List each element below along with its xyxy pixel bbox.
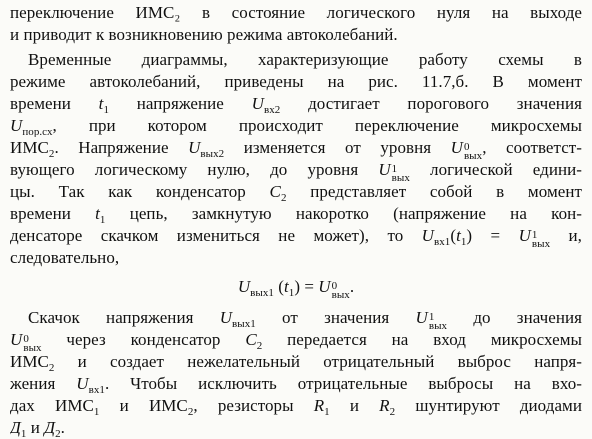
text-line: Временные диаграммы, характеризующие работу схемы в [28, 50, 582, 69]
text-line: переключение ИМС₂ в состояние логического нуля на выходе [10, 3, 582, 22]
text-line: $Д_1$ и $Д_2$. [10, 418, 65, 439]
text-line: Скачок напряжения $U_{вых1}$ от значения U 1 вых до значения [28, 308, 582, 329]
text-line: дах $ИМС_1$ и $ИМС_2$, резисторы $R_1$ и $R_2$ шунтируют диодами [10, 396, 582, 417]
text-line: U 0 вых через конденсатор $C_2$ передается на вход микросхемы [10, 330, 582, 351]
text-line: денсаторе скачком измениться не может), то $U_{вх1}(t_1) = U$ 1 вых и, [10, 226, 582, 247]
text-line: $U_{пор.сх}$, при котором происходит переключение микросхемы [10, 116, 582, 137]
text-line: времени $t_1$ напряжение $U_{вх2}$ достигает порогового значения [10, 94, 582, 115]
text-line: и приводит к возникновению режима автоколебаний. [10, 25, 398, 44]
text-line: $ИМС_2$. Напряжение $U_{вых2}$ изменяется от уровня U 0 вых , соответст- [10, 138, 582, 159]
text-line: цы. Так как конденсатор $C_2$ представляет собой в момент [10, 182, 582, 203]
text-line: жения $U_{вх1}$. Чтобы исключить отрицательные выбросы на вхо- [10, 374, 582, 395]
text-line: вующего логическому нулю, до уровня U 1 вых логической едини- [10, 160, 582, 181]
text-line: времени $t_1$ цепь, замкнутую накоротко (напряжение на кон- [10, 204, 582, 225]
formula: $U_{вых1}$ $(t_1) = U$ 0 вых . [237, 277, 355, 298]
text-line: следовательно, [10, 248, 120, 267]
text-line: $ИМС_2$ и создает нежелательный отрицательный выброс напря- [10, 352, 582, 373]
text-line: режиме автоколебаний, приведены на рис. 11.7,б. В момент [10, 72, 582, 91]
